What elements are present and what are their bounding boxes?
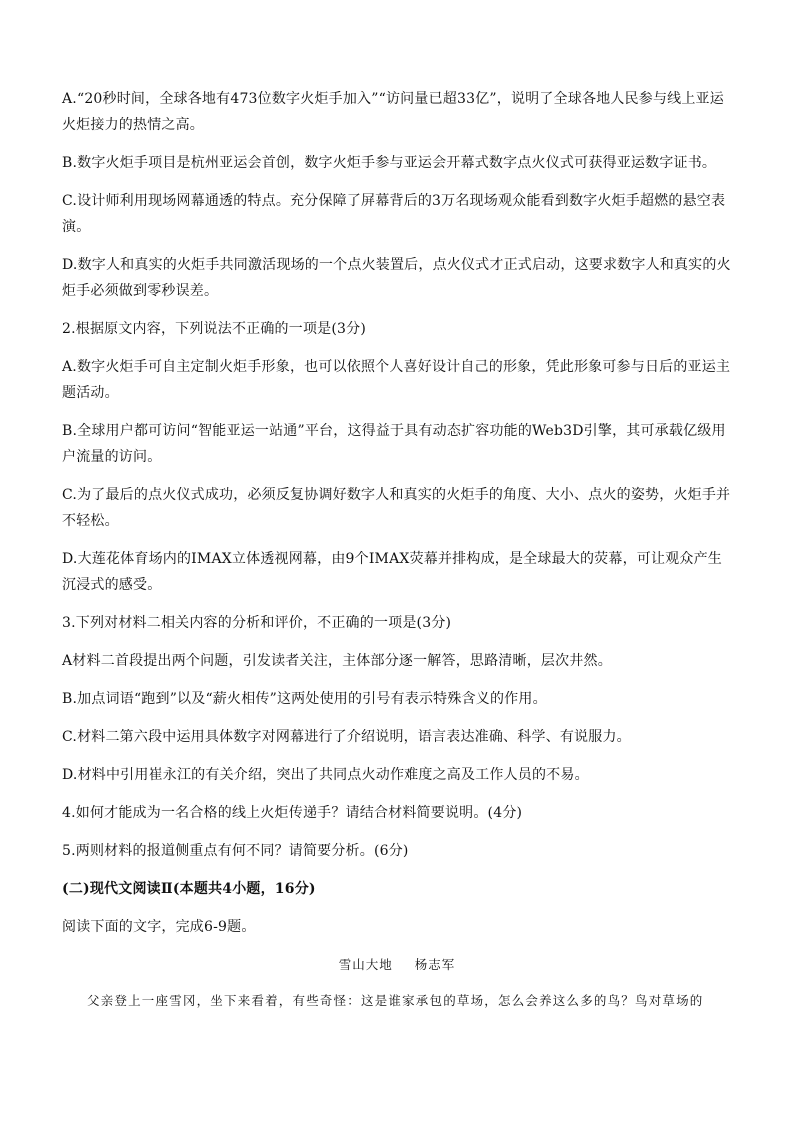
question-4: 4.如何才能成为一名合格的线上火炬传递手？请结合材料简要说明。(4分)	[62, 805, 523, 821]
reading-instruction: 阅读下面的文字，完成6-9题。	[62, 919, 256, 935]
option-3b: B.加点词语“跑到”以及“薪火相传”这两处使用的引号有表示特殊含义的作用。	[62, 691, 547, 707]
story-author: 杨志军	[414, 957, 456, 972]
story-first-line: 父亲登上一座雪冈，坐下来看着，有些奇怪：这是谁家承包的草场，怎么会养这么多的鸟？鸟对草场的	[87, 993, 704, 1008]
option-2a: A.数字火炬手可自主定制火炬手形象，也可以依照个人喜好设计自己的形象，凭此形象可参与日后的亚运主题活动。	[62, 359, 731, 401]
option-3d: D.材料中引用崔永江的有关介绍，突出了共同点火动作难度之高及工作人员的不易。	[62, 767, 589, 783]
section-heading: (二)现代文阅读Ⅱ(本题共4小题，16分)	[62, 881, 316, 897]
option-3a: A材料二首段提出两个问题，引发读者关注，主体部分逐一解答，思路清晰，层次井然。	[62, 653, 612, 669]
question-5: 5.两则材料的报道侧重点有何不同？请简要分析。(6分)	[62, 843, 409, 859]
option-1a: A.“20秒时间，全球各地有473位数字火炬手加入”“访问量已超33亿”，说明了全球各地人民参与线上亚运火炬接力的热情之高。	[62, 91, 724, 133]
option-1b: B.数字火炬手项目是杭州亚运会首创，数字火炬手参与亚运会开幕式数字点火仪式可获得亚运数字证书。	[62, 155, 717, 171]
question-3: 3.下列对材料二相关内容的分析和评价，不正确的一项是(3分)	[62, 615, 452, 631]
option-2c: C.为了最后的点火仪式成功，必须反复协调好数字人和真实的火炬手的角度、大小、点火的姿势，火炬手并不轻松。	[62, 487, 731, 529]
option-1d: D.数字人和真实的火炬手共同激活现场的一个点火装置后，点火仪式才正式启动，这要求数字人和真实的火炬手必须做到零秒误差。	[62, 257, 731, 299]
story-title: 雪山大地	[338, 957, 393, 972]
option-1c: C.设计师利用现场网幕通透的特点。充分保障了屏幕背后的3万名现场观众能看到数字火炬手超燃的悬空表演。	[62, 193, 726, 235]
question-2: 2.根据原文内容，下列说法不正确的一项是(3分)	[62, 321, 366, 337]
option-3c: C.材料二第六段中运用具体数字对网幕进行了介绍说明，语言表达准确、科学、有说服力。	[62, 729, 631, 745]
story-title-line	[0, 955, 794, 975]
option-2b: B.全球用户都可访问“智能亚运一站通”平台，这得益于具有动态扩容功能的Web3D引擎，其可承载亿级用户流量的访问。	[62, 423, 726, 465]
option-2d: D.大莲花体育场内的IMAX立体透视网幕，由9个IMAX荧幕并排构成，是全球最大的荧幕，可让观众产生沉浸式的感受。	[62, 551, 722, 593]
